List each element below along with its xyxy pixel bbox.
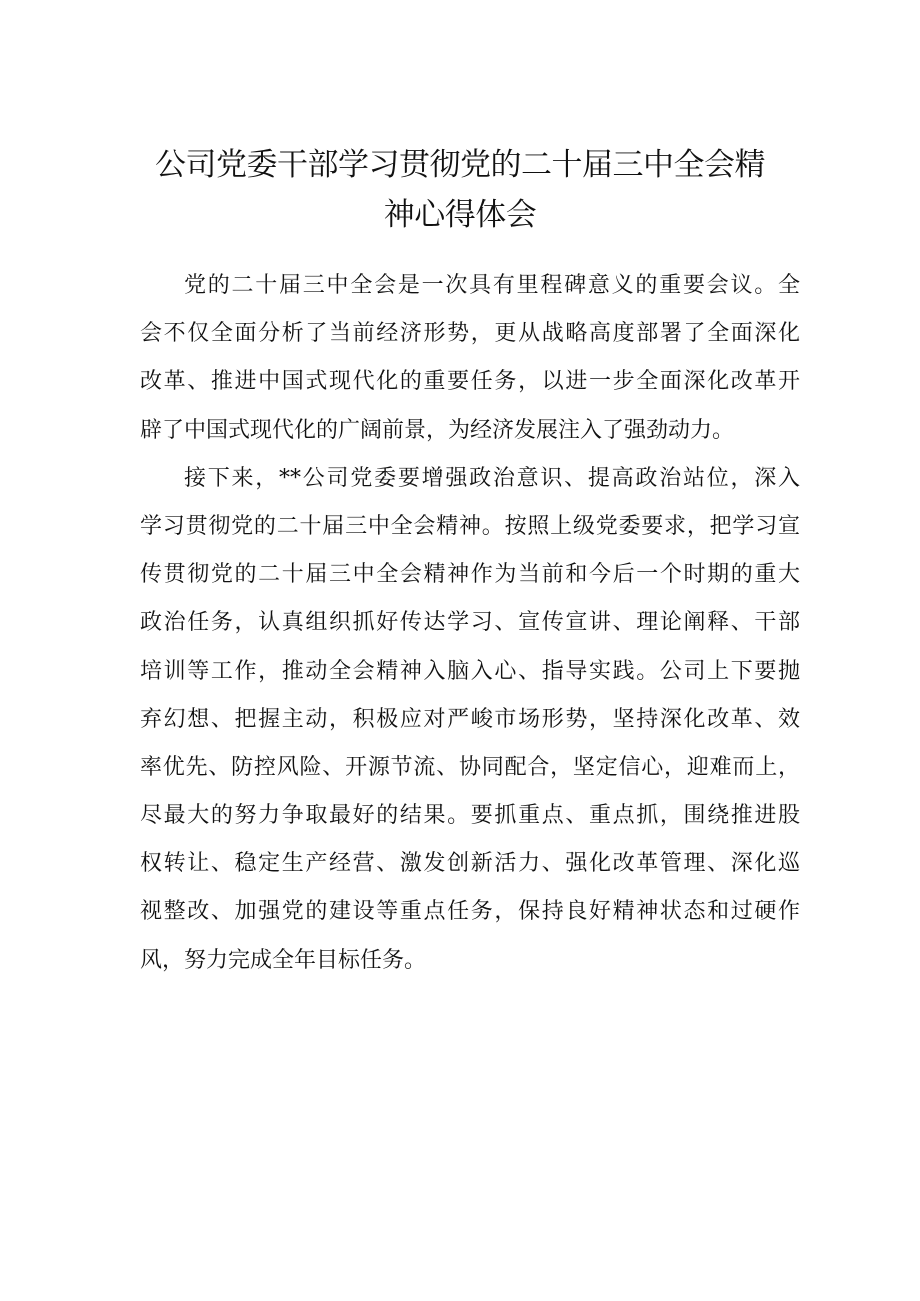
document-body — [140, 262, 800, 985]
title-line-2: 神心得体会 — [383, 197, 537, 233]
text-line: 传贯彻党的二十届三中全会精神作为当前和今后一个时期的重大 — [140, 562, 800, 588]
paragraph-2 — [140, 455, 800, 985]
paragraph-1 — [140, 262, 800, 455]
title-line-1: 公司党委干部学习贯彻党的二十届三中全会精 — [155, 147, 765, 183]
text-line: 政治任务，认真组织抓好传达学习、宣传宣讲、理论阐释、干部 — [140, 610, 800, 636]
document-title — [100, 140, 820, 240]
text-line: 弃幻想、把握主动，积极应对严峻市场形势，坚持深化改革、效 — [140, 706, 800, 732]
text-line: 风，努力完成全年目标任务。 — [140, 947, 427, 973]
text-line: 会不仅全面分析了当前经济形势，更从战略高度部署了全面深化 — [140, 321, 800, 347]
text-line: 接下来，**公司党委要增强政治意识、提高政治站位，深入 — [184, 465, 800, 491]
text-line: 党的二十届三中全会是一次具有里程碑意义的重要会议。全 — [184, 273, 800, 298]
text-line: 尽最大的努力争取最好的结果。要抓重点、重点抓，围绕推进股 — [140, 803, 800, 829]
text-line: 培训等工作，推动全会精神入脑入心、指导实践。公司上下要抛 — [140, 658, 800, 684]
text-line: 改革、推进中国式现代化的重要任务，以进一步全面深化改革开 — [140, 369, 800, 395]
text-line: 辟了中国式现代化的广阔前景，为经济发展注入了强劲动力。 — [140, 417, 735, 443]
text-line: 学习贯彻党的二十届三中全会精神。按照上级党委要求，把学习宣 — [140, 513, 800, 539]
text-line: 率优先、防控风险、开源节流、协同配合，坚定信心，迎难而上， — [140, 754, 800, 780]
text-line: 权转让、稳定生产经营、激发创新活力、强化改革管理、深化巡 — [140, 851, 800, 877]
text-line: 视整改、加强党的建设等重点任务，保持良好精神状态和过硬作 — [140, 899, 800, 925]
